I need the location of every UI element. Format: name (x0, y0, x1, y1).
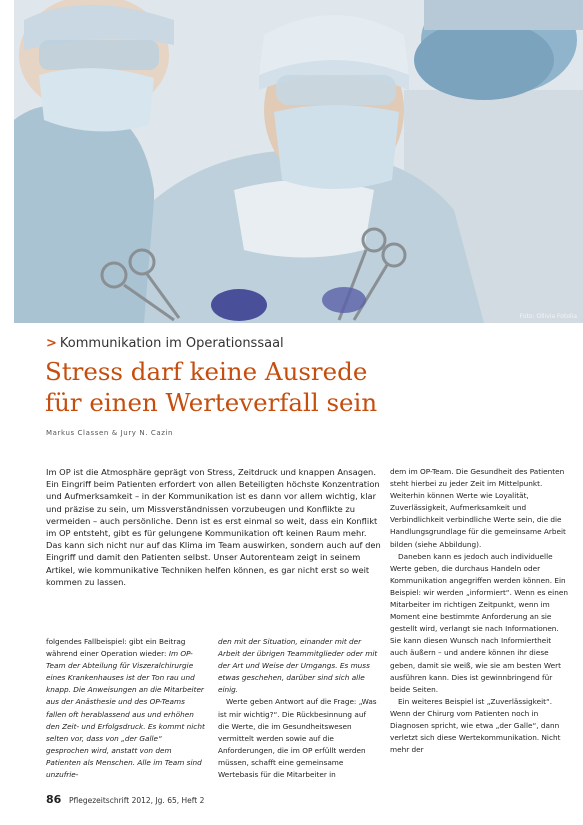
title-line-1: Stress darf keine Ausrede (45, 357, 368, 386)
right-column (390, 466, 568, 756)
article-authors: Markus Classen & Jury N. Cazin (46, 429, 174, 437)
journal-reference: Pflegezeitschrift 2012, Jg. 65, Heft 2 (69, 796, 205, 805)
body-column-1 (46, 636, 206, 781)
column-2-paragraph: Werte geben Antwort auf die Frage: „Was ist mir wichtig?“. Die Rückbesinnung auf die Werte, die im Gesundheitswesen vermittelt werden sowie auf die Anforderungen, die im OP erfüllt werden müssen, schafft eine gemeinsame Wertebasis für die Mitarbeiter in (218, 697, 377, 780)
photo-credit: Foto: Ollivia Fotolia (519, 313, 577, 320)
title-line-2: für einen Werteverfall sein (45, 388, 378, 417)
column-1-intro: folgendes Fallbeispiel: gibt ein Beitrag während einer Operation wieder: (46, 637, 186, 659)
kicker-text: Kommunikation im Operationssaal (59, 336, 284, 351)
surgeons-illustration (14, 0, 583, 323)
body-column-2 (218, 636, 378, 781)
chevron-right-icon: > (46, 336, 57, 351)
case-study-italic: Im OP-Team der Abteilung für Viszeralchirurgie eines Krankenhauses ist der Ton rau und knapp. Die Anweisungen an die Mitarbeiter aus der Anästhesie und des OP-Teams fallen oft herablassend aus und erhöhen den Zeit- und Erfolgsdruck. Es kommt nicht selten vor, dass von „der Galle“ gesprochen wird, anstatt von dem Patienten als Menschen. Alle im Team sind unzufrie- (46, 649, 205, 780)
right-column-paragraph-1: dem im OP-Team. Die Gesundheit des Patienten steht hierbei zu jeder Zeit im Mittelpunkt. Weiterhin können Werte wie Loyalität, Zuverlässigkeit, Aufmerksamkeit und Verbindlichkeit verbindliche Werte sein, die die Handlungsgrundlage für die gemeinsame Arbeit bilden (siehe Abbildung). (390, 467, 566, 549)
column-2-italic: den mit der Situation, einander mit der Arbeit der übrigen Teammitglieder oder mit der Art und Weise der Umgangs. Es muss etwas geschehen, darüber sind sich alle einig. (218, 637, 378, 695)
column-1-text (46, 636, 206, 781)
header-photo-surgeons (14, 0, 583, 323)
page-number: 86 (46, 793, 62, 806)
article-lead: Im OP ist die Atmosphäre geprägt von Stress, Zeitdruck und knappen Ansagen. Ein Eingriff beim Patienten erfordert von allen Beteiligten höchste Konzentration und Aufmerksamkeit – in der Kommunikation ist es dann vor allem wichtig, klar und präzise zu sein, um Missverständnissen vorzubeugen und Konflikte zu vermeiden – auch persönliche. Denn ist es erst einmal so weit, dass ein Konflikt im OP entsteht, gibt es für gelungene Kommunikation oft keinen Raum mehr. Das kann sich nicht nur auf das Klima im Team auswirken, sondern auch auf den Eingriff und damit den Patienten selbst. Unser Autorenteam zeigt in seinem Artikel, wie kommunikative Techniken helfen können, es gar nicht erst so weit kommen zu lassen. (46, 467, 381, 587)
article-title (45, 356, 377, 418)
section-kicker (46, 336, 284, 351)
right-column-paragraph-3: Ein weiteres Beispiel ist „Zuverlässigkeit“. Wenn der Chirurg vom Patienten noch in Diagnosen spricht, wie etwa „der Galle“, dann verletzt sich diese Wertekommunikation. Nicht mehr der (390, 696, 561, 755)
right-column-paragraph-2: Daneben kann es jedoch auch individuelle Werte geben, die durchaus Handeln oder Kommunikation angegriffen werden können. Ein Beispiel: wir werden „informiert“. Wenn es einen Mitarbeiter im richtigen Zeitpunkt, wenn im Moment eine bestimmte Anforderung an sie gestellt wird, verlangt sie nach Informationen. Sie kann diesen Wunsch nach Informiertheit auch äußern – und andere können ihr diese geben, damit sie weiß, wie sie am besten Wert ausführen kann. Dies ist gewinnbringend für beide Seiten. (390, 551, 568, 694)
